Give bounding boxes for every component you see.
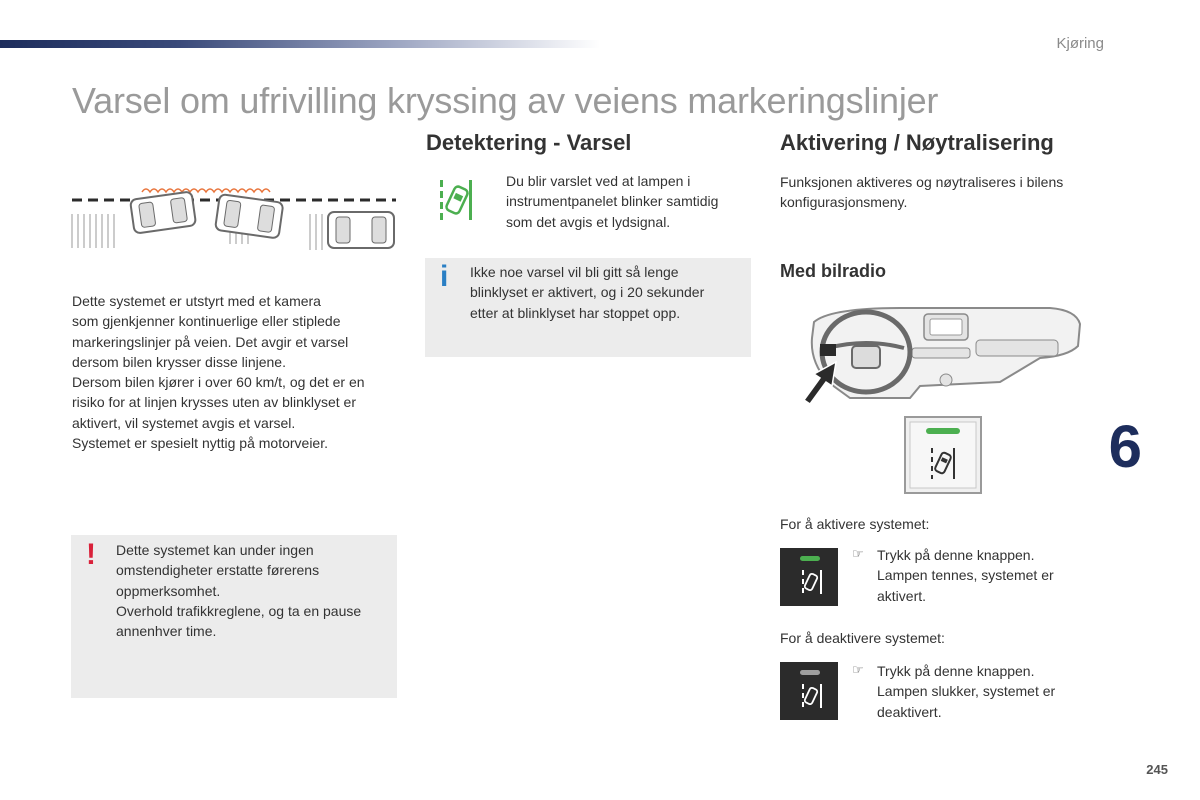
lane-departure-button-illustration	[904, 416, 982, 494]
activate-label: For å aktivere systemet:	[780, 516, 930, 532]
chapter-number: 6	[1108, 413, 1142, 480]
deactivate-button[interactable]	[780, 662, 838, 720]
warning-line: Overhold trafikkreglene, og ta en pause	[116, 602, 362, 619]
exclamation-icon: !	[86, 538, 96, 571]
paragraph-line: markeringslinjer på veien. Det avgir et varsel	[72, 333, 349, 350]
page-title: Varsel om ufrivilling kryssing av veiens markeringslinjer	[72, 80, 939, 121]
info-line: blinklyset er aktivert, og i 20 sekunder	[470, 284, 705, 301]
alert-text	[506, 171, 756, 232]
radio-subheading: Med bilradio	[780, 261, 887, 281]
paragraph-line: dersom bilen krysser disse linjene.	[72, 353, 286, 370]
pointing-hand-icon: ☞	[852, 662, 864, 677]
instruction-line: aktivert.	[877, 587, 927, 604]
warning-line: annenhver time.	[116, 623, 217, 640]
info-line: Ikke noe varsel vil bli gitt så lenge	[470, 264, 679, 280]
system-description	[72, 291, 412, 453]
pointing-hand-icon: ☞	[852, 546, 864, 561]
warning-line: Dette systemet kan under ingen	[116, 542, 314, 558]
section-label: Kjøring	[1056, 35, 1104, 52]
paragraph-line: aktivert, vil systemet avgis et varsel.	[72, 414, 296, 431]
activate-button[interactable]	[780, 548, 838, 606]
info-line: etter at blinklyset har stoppet opp.	[470, 304, 681, 321]
deactivate-instructions	[877, 661, 1107, 722]
paragraph-line: som gjenkjenner kontinuerlige eller stiplede	[72, 313, 341, 330]
paragraph-line: risiko for at linjen krysses uten av blinklyset er	[72, 394, 356, 411]
info-icon: i	[440, 260, 449, 293]
warning-text	[116, 540, 396, 641]
intro-line: Funksjonen aktiveres og nøytraliseres i bilens	[780, 174, 1064, 190]
paragraph-line: Systemet er spesielt nyttig på motorveier.	[72, 435, 328, 452]
info-text	[470, 262, 750, 323]
paragraph-line: Dersom bilen kjører i over 60 km/t, og det er en	[72, 374, 365, 391]
instruction-line: Lampen tennes, systemet er	[877, 567, 1054, 584]
lane-crossing-illustration	[70, 178, 398, 254]
deactivate-label: For å deaktivere systemet:	[780, 630, 945, 646]
alert-line: instrumentpanelet blinker samtidig	[506, 193, 719, 210]
warning-line: oppmerksomhet.	[116, 582, 221, 599]
paragraph-line: Dette systemet er utstyrt med et kamera	[72, 293, 321, 309]
activation-intro	[780, 172, 1120, 213]
instruction-line: deaktivert.	[877, 703, 942, 720]
dashboard-illustration	[800, 302, 1082, 404]
activate-instructions	[877, 545, 1107, 606]
activation-heading: Aktivering / Nøytralisering	[780, 130, 1054, 155]
lane-departure-icon	[436, 178, 476, 222]
intro-line: konfigurasjonsmeny.	[780, 194, 908, 211]
warning-line: omstendigheter erstatte førerens	[116, 562, 320, 579]
instruction-line: Lampen slukker, systemet er	[877, 683, 1056, 700]
instruction-line: Trykk på denne knappen.	[877, 547, 1035, 563]
detection-heading: Detektering - Varsel	[426, 130, 632, 155]
page-number: 245	[1146, 762, 1168, 777]
alert-line: som det avgis et lydsignal.	[506, 213, 671, 230]
alert-line: Du blir varslet ved at lampen i	[506, 173, 691, 189]
instruction-line: Trykk på denne knappen.	[877, 663, 1035, 679]
header-gradient-bar	[0, 40, 600, 48]
